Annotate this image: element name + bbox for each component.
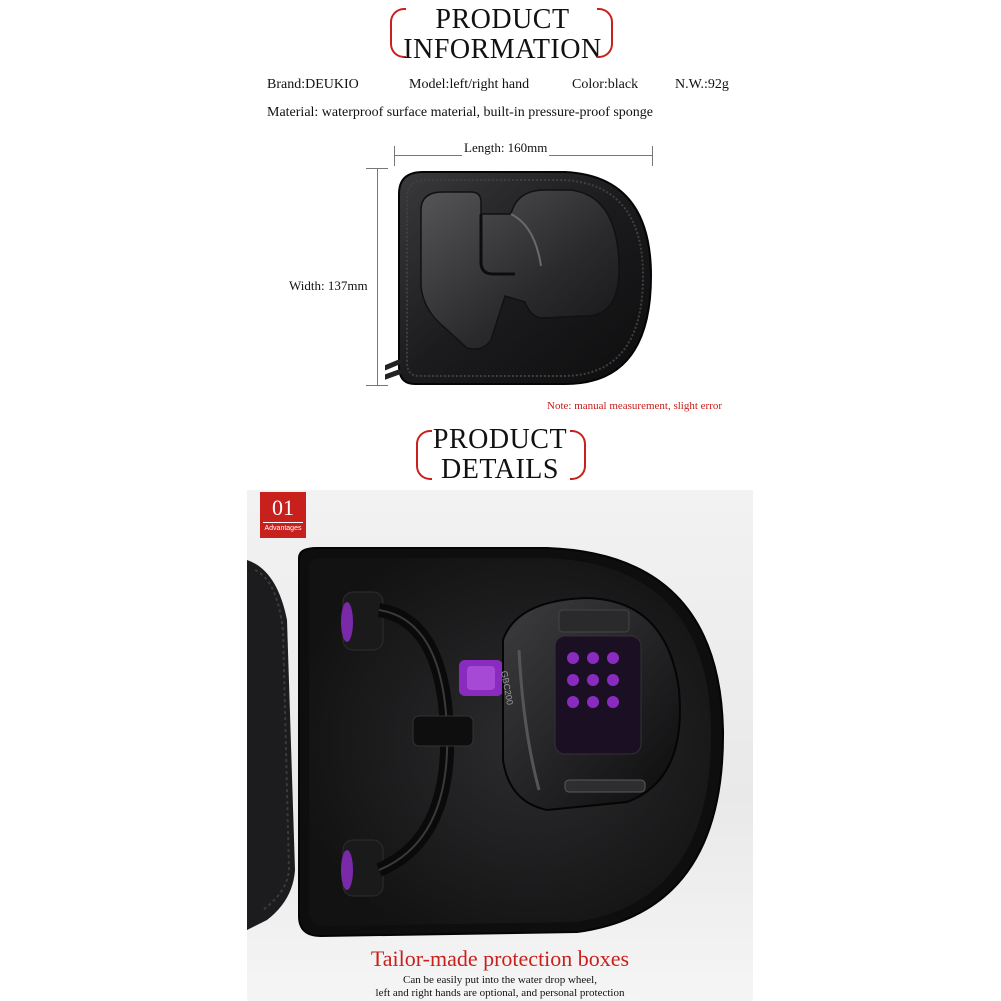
length-tick-right [652, 146, 653, 166]
reel-model-text: GBC200 [499, 670, 515, 706]
info-heading [395, 5, 610, 65]
detail-caption-title: Tailor-made protection boxes [370, 946, 630, 971]
badge-label: Advantages [263, 522, 303, 534]
info-heading-line2: INFORMATION [403, 34, 602, 65]
spec-weight: N.W.:92g [675, 77, 729, 92]
length-label: Length: 160mm [464, 140, 548, 155]
spec-model: Model:left/right hand [409, 77, 530, 92]
open-case-with-reel-image [247, 540, 753, 940]
details-heading-line2: DETAILS [441, 454, 559, 485]
details-bracket-right [570, 430, 586, 480]
details-heading [420, 425, 580, 485]
length-tick-left [394, 146, 395, 166]
measurement-note: Note: manual measurement, slight error [547, 400, 723, 412]
advantage-badge [260, 492, 306, 538]
width-label: Width: 137mm [289, 278, 368, 293]
spec-brand: Brand:DEUKIO [267, 77, 359, 92]
badge-number: 01 [272, 495, 294, 520]
detail-caption-line1: Can be easily put into the water drop wheel, [403, 974, 597, 986]
closed-case-image [385, 166, 655, 391]
width-dimension-line [377, 168, 378, 386]
details-heading-line1: PRODUCT [432, 424, 568, 455]
spec-material: Material: waterproof surface material, built-in pressure-proof sponge [267, 105, 654, 120]
info-heading-line1: PRODUCT [435, 4, 570, 35]
detail-panel [247, 490, 753, 1001]
spec-color: Color:black [572, 77, 639, 92]
heading-bracket-right [597, 8, 613, 58]
detail-caption-line2: left and right hands are optional, and personal protection [375, 987, 625, 999]
